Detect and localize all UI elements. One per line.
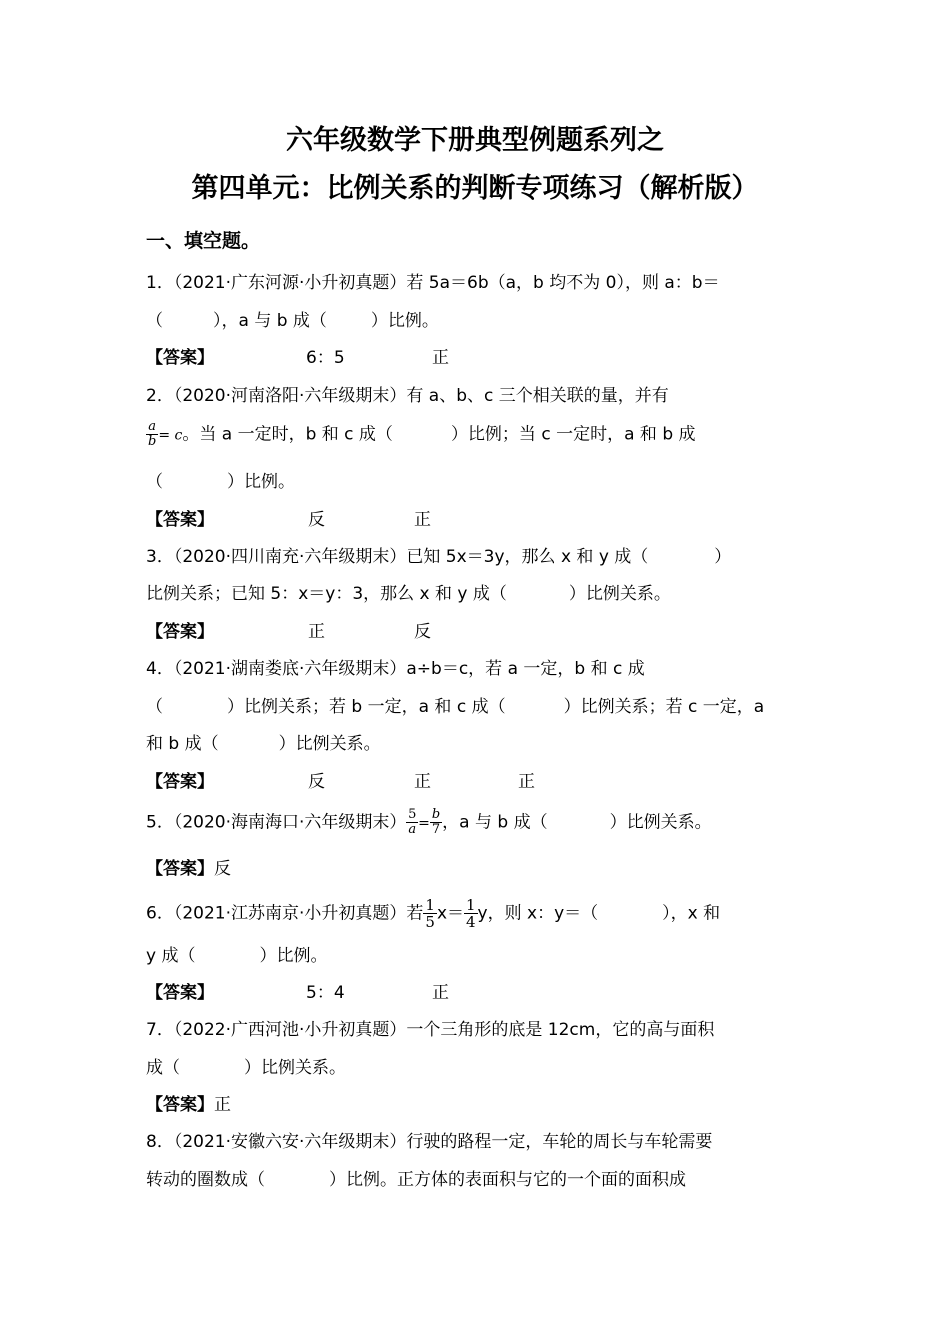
question-7-line-2: 成（ ）比例关系。 <box>146 1058 346 1078</box>
question-4-line-1: 4．（2021·湖南娄底·六年级期末）a÷b＝c，若 a 一定，b 和 c 成 <box>146 659 645 679</box>
question-4-line-2: （ ）比例关系；若 b 一定，a 和 c 成（ ）比例关系；若 c 一定，a <box>146 697 765 717</box>
answer-1 <box>146 346 449 370</box>
question-3-line-1: 3．（2020·四川南充·六年级期末）已知 5x＝3y，那么 x 和 y 成（ ） <box>146 547 732 567</box>
fraction-one-quarter: $\frac{1}{4}$ <box>466 896 476 931</box>
answer-1-part-1: 6：5 <box>306 348 345 368</box>
answer-3-part-2: 反 <box>414 622 431 642</box>
question-2-line-2: $\frac{a}{b}$ = c。当 a 一定时，b 和 c 成（ ）比例；当 c 一定时，a 和 b 成 <box>148 419 696 449</box>
fraction-b-over-7: $\frac{b}{7}$ <box>431 807 441 837</box>
answer-4-part-3: 正 <box>518 772 535 792</box>
answer-2-part-2: 正 <box>414 510 431 530</box>
answer-label: 【答案】 <box>146 1095 214 1115</box>
question-5-line-1: 5．（2020·海南海口·六年级期末） $\frac{5}{a}$ = $\frac{b}{7}$ ，a 与 b 成（ ）比例关系。 <box>146 807 712 837</box>
question-1-line-2: （ ），a 与 b 成（ ）比例。 <box>146 311 439 331</box>
answer-1-part-2: 正 <box>432 348 449 368</box>
answer-4-part-1: 反 <box>308 772 325 792</box>
answer-4 <box>146 770 535 794</box>
answer-6-part-1: 5：4 <box>306 983 345 1003</box>
question-1-line-1: 1．（2021·广东河源·小升初真题）若 5a＝6b（a，b 均不为 0），则 a：b＝ <box>146 273 720 293</box>
answer-2 <box>146 508 431 532</box>
section-heading: 一、填空题。 <box>146 230 261 252</box>
answer-2-part-1: 反 <box>308 510 325 530</box>
question-6-line-1: 6．（2021·江苏南京·小升初真题）若 $\frac{1}{5}$ x＝ $\frac{1}{4}$ y，则 x：y＝（ ），x 和 <box>146 896 721 931</box>
question-8-line-2: 转动的圈数成（ ）比例。正方体的表面积与它的一个面的面积成 <box>146 1170 686 1190</box>
question-2-line-3: （ ）比例。 <box>146 472 295 492</box>
answer-6 <box>146 981 449 1005</box>
answer-3-part-1: 正 <box>308 622 325 642</box>
answer-label: 【答案】 <box>146 859 214 879</box>
answer-label: 【答案】 <box>146 983 214 1003</box>
answer-7 <box>146 1093 231 1117</box>
question-2-line-1: 2．（2020·河南洛阳·六年级期末）有 a、b、c 三个相关联的量，并有 <box>146 386 669 406</box>
answer-label: 【答案】 <box>146 348 214 368</box>
answer-4-part-2: 正 <box>414 772 431 792</box>
question-3-line-2: 比例关系；已知 5：x＝y：3，那么 x 和 y 成（ ）比例关系。 <box>146 584 671 604</box>
answer-label: 【答案】 <box>146 772 214 792</box>
answer-label: 【答案】 <box>146 510 214 530</box>
fraction-5-over-a: $\frac{5}{a}$ <box>408 807 417 837</box>
fraction-a-over-b: $\frac{a}{b}$ <box>148 419 157 449</box>
answer-5-value: 反 <box>214 859 231 879</box>
question-8-line-1: 8．（2021·安徽六安·六年级期末）行驶的路程一定，车轮的周长与车轮需要 <box>146 1132 713 1152</box>
answer-3 <box>146 620 431 644</box>
answer-6-part-2: 正 <box>432 983 449 1003</box>
document-title-line-2: 第四单元：比例关系的判断专项练习（解析版） <box>191 173 759 204</box>
document-title-line-1: 六年级数学下册典型例题系列之 <box>286 125 664 156</box>
question-4-line-3: 和 b 成（ ）比例关系。 <box>146 734 381 754</box>
answer-5 <box>146 857 231 881</box>
question-6-line-2: y 成（ ）比例。 <box>146 946 328 966</box>
answer-7-value: 正 <box>214 1095 231 1115</box>
fraction-one-fifth: $\frac{1}{5}$ <box>425 896 435 931</box>
question-7-line-1: 7．（2022·广西河池·小升初真题）一个三角形的底是 12cm，它的高与面积 <box>146 1020 715 1040</box>
answer-label: 【答案】 <box>146 622 214 642</box>
